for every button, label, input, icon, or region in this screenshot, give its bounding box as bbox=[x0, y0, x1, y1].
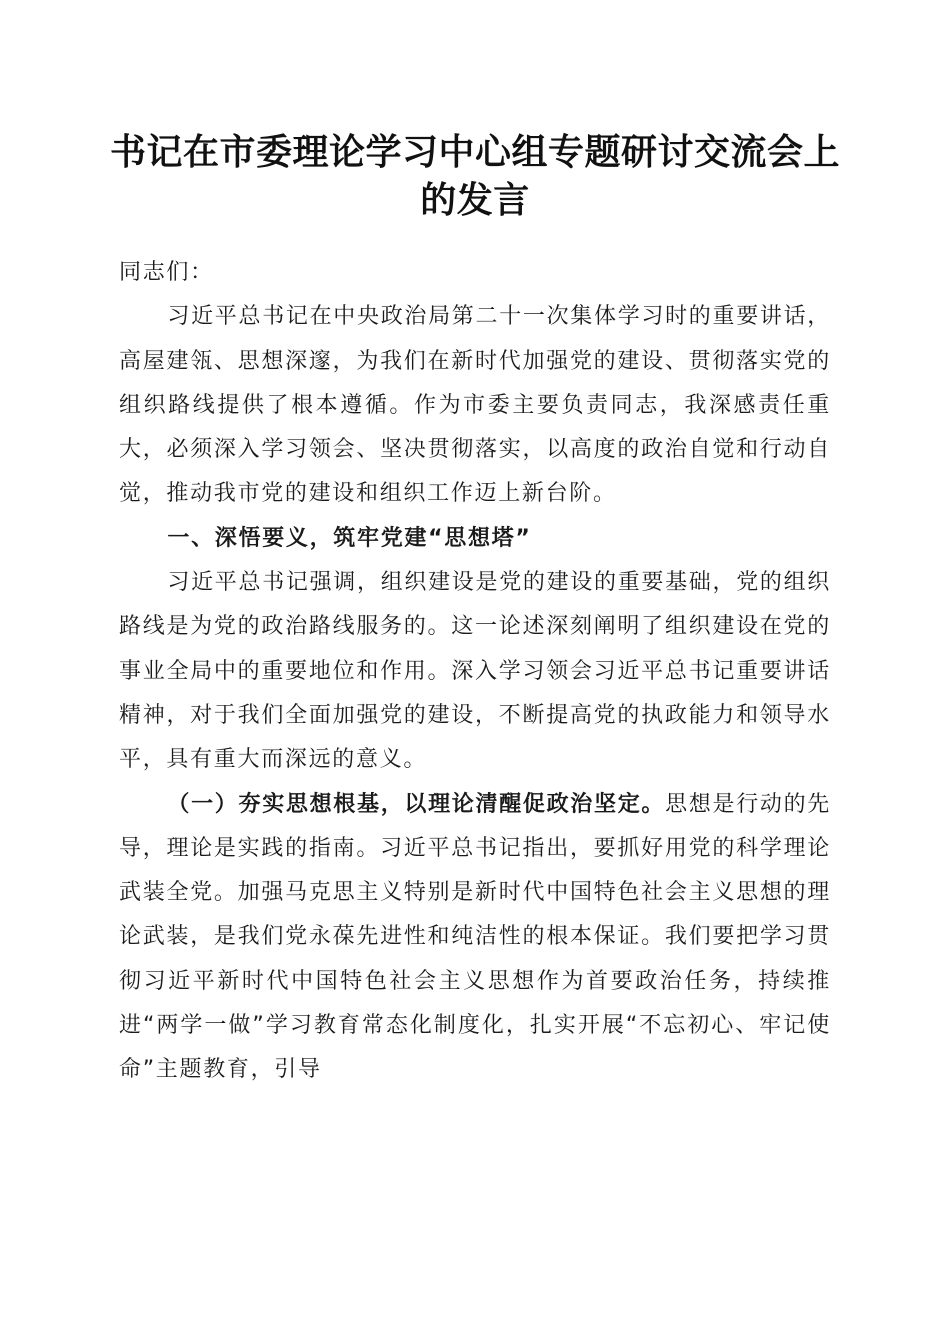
intro-paragraph: 习近平总书记在中央政治局第二十一次集体学习时的重要讲话，高屋建瓴、思想深邃，为我们在新时代加强党的建设、贯彻落实党的组织路线提供了根本遵循。作为市委主要负责同志，我深感责任重大，必须深入学习领会、坚决贯彻落实，以高度的政治自觉和行动自觉，推动我市党的建设和组织工作迈上新台阶。 bbox=[119, 304, 831, 507]
salutation: 同志们： bbox=[119, 260, 214, 285]
subsection-1-text: 思想是行动的先导，理论是实践的指南。习近平总书记指出，要抓好用党的科学理论武装全党。加强马克思主义特别是新时代中国特色社会主义思想的理论武装，是我们党永葆先进性和纯洁性的根本保证。我们要把学习贯彻习近平新时代中国特色社会主义思想作为首要政治任务，持续推进“两学一做”学习教育常态化制度化，扎实开展“不忘初心、牢记使命”主题教育，引导 bbox=[119, 791, 831, 1083]
subsection-1-lead: （一）夯实思想根基，以理论清醒促政治坚定。 bbox=[167, 791, 666, 817]
document-body bbox=[119, 251, 831, 1093]
section-heading-1: 一、深悟要义，筑牢党建“思想塔” bbox=[167, 525, 532, 551]
section-1-paragraph: 习近平总书记强调，组织建设是党的建设的重要基础，党的组织路线是为党的政治路线服务的。这一论述深刻阐明了组织建设在党的事业全局中的重要地位和作用。深入学习领会习近平总书记重要讲话精神，对于我们全面加强党的建设，不断提高党的执政能力和领导水平，具有重大而深远的意义。 bbox=[119, 570, 831, 773]
subsection-1-paragraph bbox=[119, 783, 831, 1093]
document-title: 书记在市委理论学习中心组专题研讨交流会上的发言 bbox=[109, 131, 840, 221]
